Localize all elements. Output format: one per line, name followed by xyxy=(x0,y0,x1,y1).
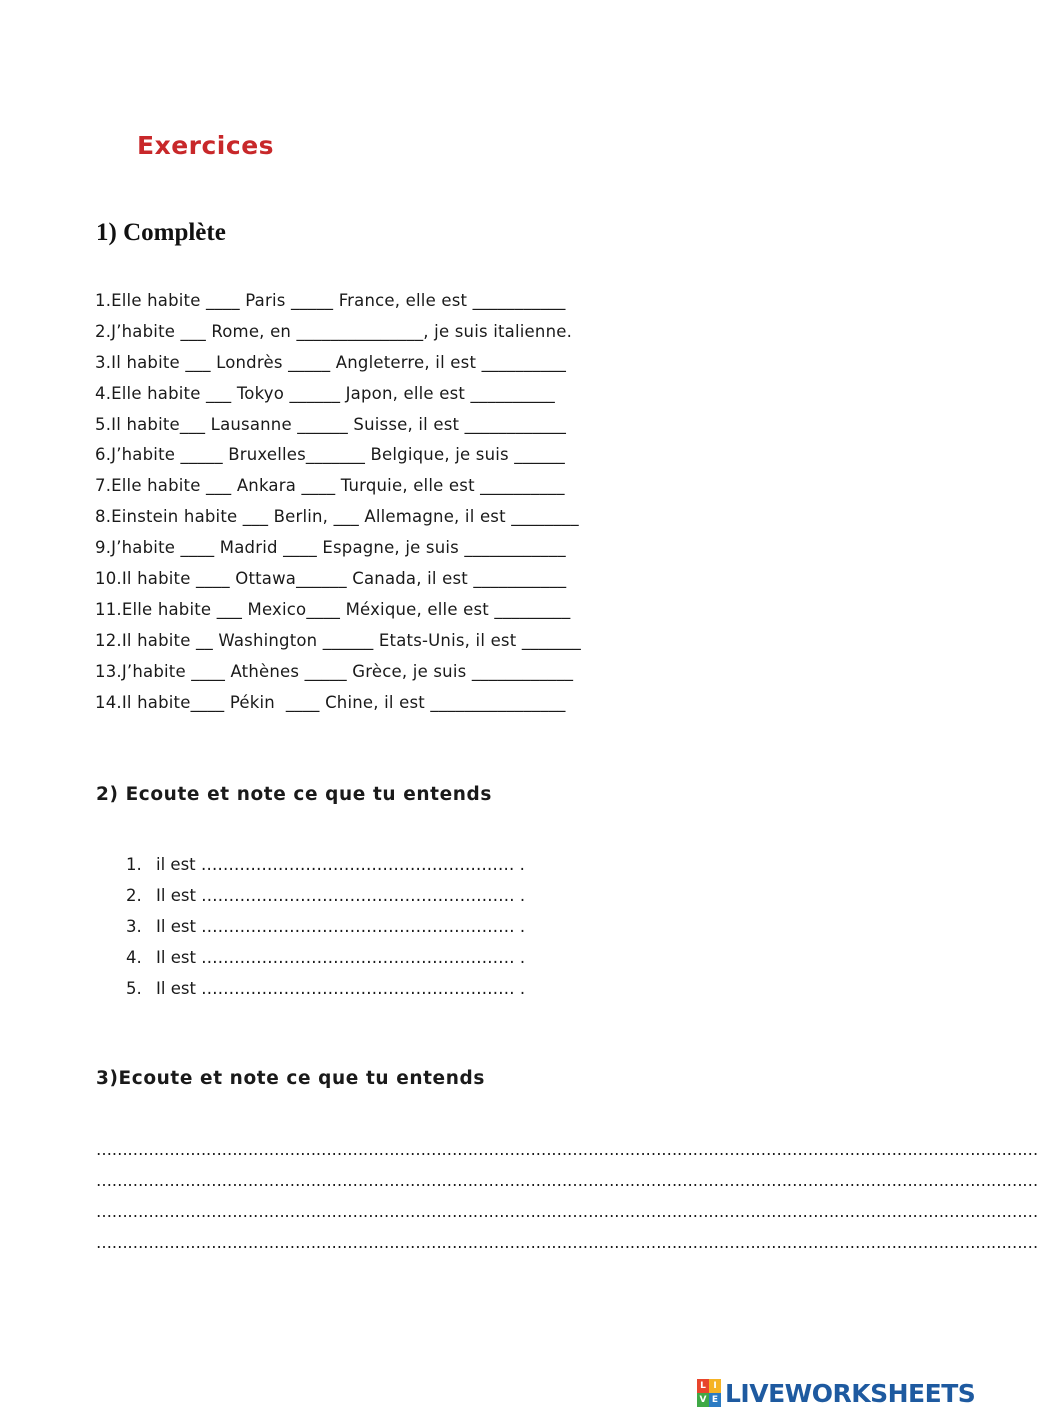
answer-line-1: ……………………………………………………………………………………………………………………………………………………………… xyxy=(96,1140,1038,1159)
listening-item-1 xyxy=(126,849,525,880)
answer-line-2: ……………………………………………………………………………………………………………………………………………………………… xyxy=(96,1171,1038,1190)
exercise-item-4: 4.Elle habite ___ Tokyo ______ Japon, elle est __________ xyxy=(95,383,555,403)
item-number: 4. xyxy=(126,948,142,967)
section2-heading: 2) Ecoute et note ce que tu entends xyxy=(96,784,492,805)
page-title: Exercices xyxy=(137,131,275,160)
section1-heading: 1) Complète xyxy=(96,219,226,246)
logo-letter-i: I xyxy=(709,1379,721,1393)
exercise-item-14: 14.Il habite____ Pékin ____ Chine, il est ________________ xyxy=(95,692,566,712)
listening-item-4 xyxy=(126,942,525,973)
item-text: Il est ………………………………………………… . xyxy=(156,948,526,967)
item-text: Il est ………………………………………………… . xyxy=(156,886,526,905)
section3-heading: 3)Ecoute et note ce que tu entends xyxy=(96,1068,485,1089)
logo-letter-v: V xyxy=(697,1393,709,1407)
item-number: 5. xyxy=(126,979,142,998)
item-number: 2. xyxy=(126,886,142,905)
exercise-item-8: 8.Einstein habite ___ Berlin, ___ Allemagne, il est ________ xyxy=(95,507,579,527)
listening-item-5 xyxy=(126,973,525,1004)
item-text: Il est ………………………………………………… . xyxy=(156,979,526,998)
exercise-item-7: 7.Elle habite ___ Ankara ____ Turquie, elle est __________ xyxy=(95,476,565,496)
answer-lines xyxy=(96,1134,1038,1258)
exercise-item-10: 10.Il habite ____ Ottawa______ Canada, il est ___________ xyxy=(95,569,567,589)
listening-list xyxy=(126,849,525,1004)
logo-icon xyxy=(697,1379,721,1407)
item-text: il est ………………………………………………… . xyxy=(156,855,525,874)
answer-line-3: ……………………………………………………………………………………………………………………………………………………………… xyxy=(96,1202,1038,1221)
exercise-item-3: 3.Il habite ___ Londrès _____ Angleterre, il est __________ xyxy=(95,352,567,372)
exercise-item-11: 11.Elle habite ___ Mexico____ Méxique, elle est _________ xyxy=(95,599,571,619)
logo-letter-l: L xyxy=(697,1379,709,1393)
liveworksheets-logo xyxy=(697,1377,975,1409)
logo-text: LIVEWORKSHEETS xyxy=(725,1378,976,1408)
exercise-item-1: 1.Elle habite ____ Paris _____ France, elle est ___________ xyxy=(95,291,566,310)
exercise-item-5: 5.Il habite___ Lausanne ______ Suisse, il est ____________ xyxy=(95,414,567,434)
item-text: Il est ………………………………………………… . xyxy=(156,917,526,936)
complete-exercise-list xyxy=(95,286,581,718)
listening-item-3 xyxy=(126,911,525,942)
listening-item-2 xyxy=(126,880,525,911)
answer-line-4: ……………………………………………………………………………………………………………………………………………………………… xyxy=(96,1233,1038,1252)
logo-letter-e: E xyxy=(709,1393,721,1407)
item-number: 3. xyxy=(126,917,142,936)
exercise-item-2: 2.J’habite ___ Rome, en _______________, je suis italienne. xyxy=(95,321,573,341)
exercise-item-13: 13.J’habite ____ Athènes _____ Grèce, je suis ____________ xyxy=(95,661,574,681)
exercise-item-12: 12.Il habite __ Washington ______ Etats-Unis, il est _______ xyxy=(95,630,581,650)
item-number: 1. xyxy=(126,855,142,874)
exercise-item-9: 9.J’habite ____ Madrid ____ Espagne, je suis ____________ xyxy=(95,538,566,558)
exercise-item-6: 6.J’habite _____ Bruxelles_______ Belgique, je suis ______ xyxy=(95,445,565,465)
